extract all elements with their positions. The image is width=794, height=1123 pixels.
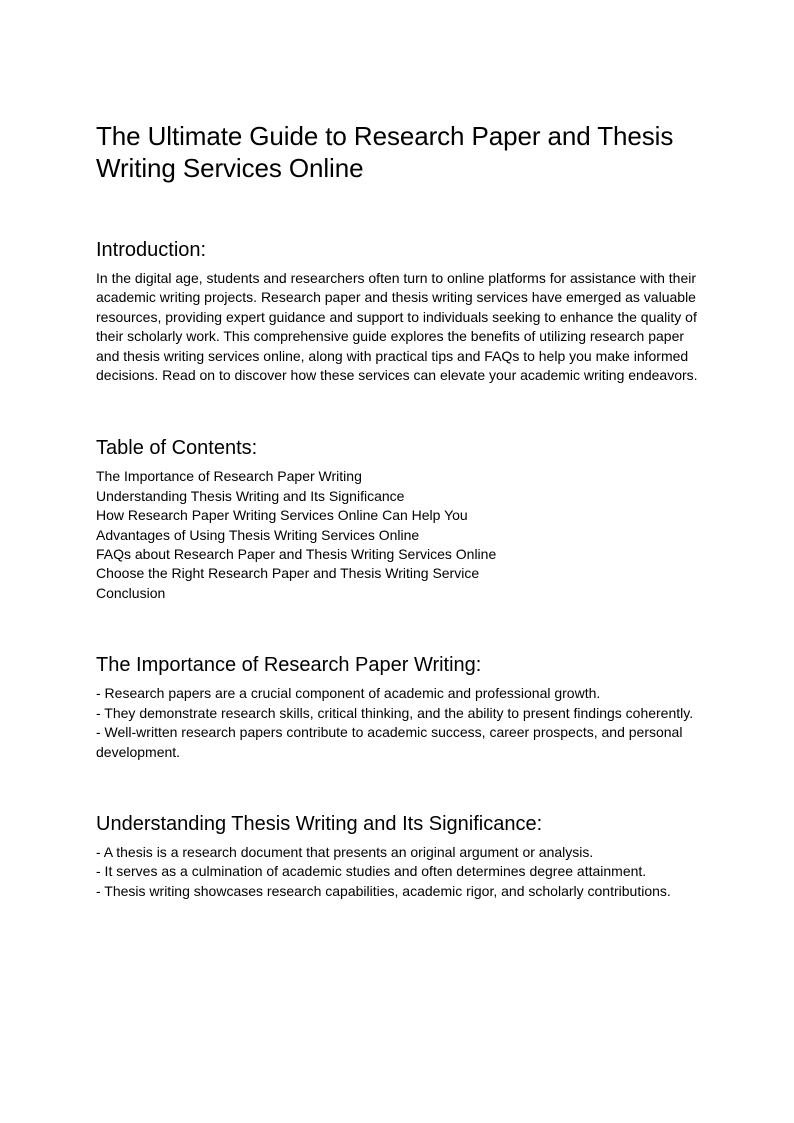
toc-item: FAQs about Research Paper and Thesis Writing Services Online — [96, 546, 497, 563]
toc-item: Understanding Thesis Writing and Its Significance — [96, 487, 405, 504]
document-page — [96, 120, 706, 901]
toc-item: Advantages of Using Thesis Writing Services Online — [96, 526, 420, 543]
thesis-section — [96, 812, 706, 901]
bullet-item: - They demonstrate research skills, critical thinking, and the ability to present findings coherently. — [96, 704, 694, 721]
introduction-section — [96, 238, 706, 385]
importance-section — [96, 653, 706, 762]
table-of-contents-section — [96, 436, 706, 603]
toc-item: How Research Paper Writing Services Online Can Help You — [96, 507, 468, 524]
introduction-paragraph: In the digital age, students and researchers often turn to online platforms for assistance with their academic writing projects. Research paper and thesis writing services have emerged as valuable resources, providing expert guidance and support to individuals seeking to enhance the quality of their scholarly work. This comprehensive guide explores the benefits of utilizing research paper and thesis writing services online, along with practical tips and FAQs to help you make informed decisions. Read on to discover how these services can elevate your academic writing endeavors. — [96, 270, 698, 384]
toc-item: The Importance of Research Paper Writing — [96, 468, 362, 485]
table-of-contents-list — [96, 467, 706, 603]
bullet-item: - A thesis is a research document that presents an original argument or analysis. — [96, 843, 594, 860]
bullet-item: - It serves as a culmination of academic studies and often determines degree attainment. — [96, 863, 647, 880]
document-title: The Ultimate Guide to Research Paper and Thesis Writing Services Online — [96, 121, 674, 183]
thesis-bullet-list — [96, 843, 706, 901]
importance-bullet-list — [96, 684, 706, 762]
bullet-item: - Research papers are a crucial component of academic and professional growth. — [96, 685, 601, 702]
toc-item: Conclusion — [96, 584, 166, 601]
introduction-heading: Introduction: — [96, 239, 207, 261]
bullet-item: - Thesis writing showcases research capabilities, academic rigor, and scholarly contributions. — [96, 882, 671, 899]
table-of-contents-heading: Table of Contents: — [96, 437, 258, 460]
bullet-item: - Well-written research papers contribute to academic success, career prospects, and personal development. — [96, 724, 683, 760]
thesis-heading: Understanding Thesis Writing and Its Significance: — [96, 812, 543, 835]
toc-item: Choose the Right Research Paper and Thesis Writing Service — [96, 565, 480, 582]
importance-heading: The Importance of Research Paper Writing: — [96, 654, 482, 677]
